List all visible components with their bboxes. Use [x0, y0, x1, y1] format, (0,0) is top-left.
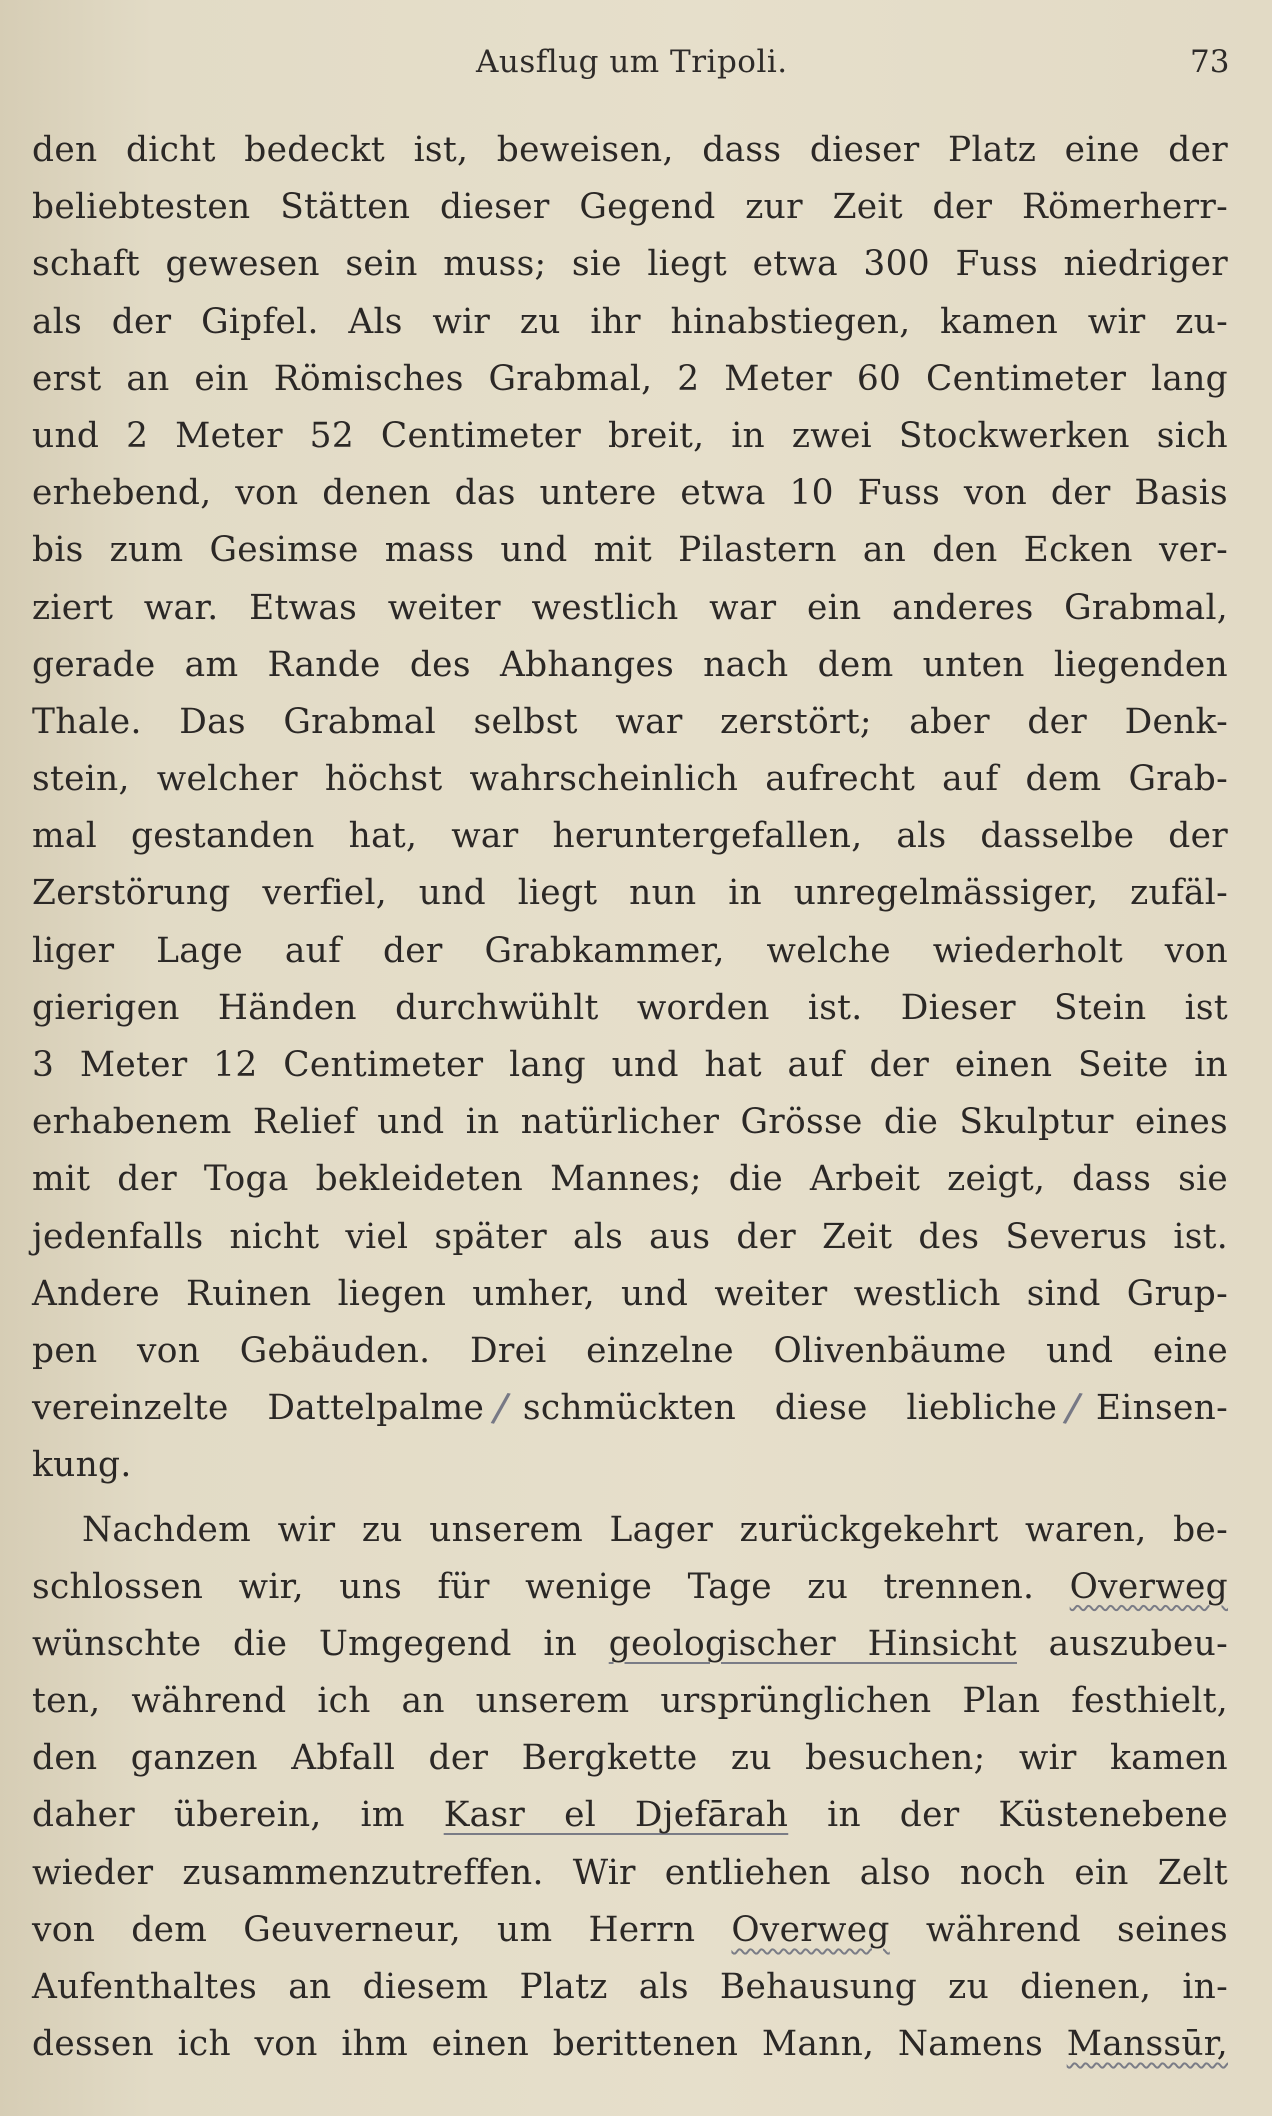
text-line: jedenfalls nicht viel später als aus der Zeit des Severus ist.	[32, 1216, 1228, 1257]
text-segment: auszubeu-	[1016, 1623, 1228, 1664]
underlined-place: Kasr el Djefārah	[443, 1795, 789, 1836]
text-line: den dicht bedeckt ist, beweisen, dass dieser Platz eine der	[32, 130, 1228, 170]
body-text	[32, 122, 1228, 2073]
text-line: kung.	[32, 1445, 132, 1486]
text-line: pen von Gebäuden. Drei einzelne Olivenbäume und eine	[32, 1330, 1228, 1371]
text-line: erst an ein Römisches Grabmal, 2 Meter 60 Centimeter lang	[32, 358, 1228, 399]
page-number: 73	[1190, 44, 1230, 80]
text-segment: schmückten diese liebliche	[522, 1388, 1058, 1429]
text-segment: in der Küstenebene	[788, 1795, 1228, 1836]
underlined-name: Overweg	[731, 1909, 890, 1950]
text-line: gerade am Rande des Abhanges nach dem unten liegenden	[32, 644, 1228, 685]
text-line: Aufenthaltes an diesem Platz als Behausung zu dienen, in-	[32, 1967, 1228, 2007]
text-line: beliebtesten Stätten dieser Gegend zur Zeit der Römerherr-	[32, 187, 1228, 228]
text-line: ziert war. Etwas weiter westlich war ein anderes Grabmal,	[32, 587, 1228, 628]
text-line: bis zum Gesimse mass und mit Pilastern an den Ecken ver-	[32, 530, 1228, 571]
text-line: den ganzen Abfall der Bergkette zu besuchen; wir kamen	[32, 1738, 1228, 1779]
text-line: ten, während ich an unserem ursprünglichen Plan festhielt,	[32, 1681, 1228, 1722]
text-segment: während seines	[889, 1909, 1229, 1950]
text-line	[32, 1787, 1228, 1844]
underlined-phrase: geologischer Hinsicht	[608, 1623, 1017, 1664]
text-line: und 2 Meter 52 Centimeter breit, in zwei Stockwerken sich	[32, 415, 1228, 456]
text-line: wieder zusammenzutreffen. Wir entliehen also noch ein Zelt	[32, 1852, 1228, 1893]
text-line: Zerstörung verfiel, und liegt nun in unregelmässiger, zufäl-	[32, 873, 1228, 914]
text-line	[32, 1559, 1228, 1616]
text-segment: daher überein, im	[32, 1795, 444, 1836]
text-line: als der Gipfel. Als wir zu ihr hinabstiegen, kamen wir zu-	[32, 301, 1228, 342]
paragraph-1	[32, 122, 1228, 1495]
page-header	[0, 38, 1272, 88]
text-line: mal gestanden hat, war heruntergefallen, als dasselbe der	[32, 816, 1228, 857]
text-line	[32, 1380, 1228, 1437]
underlined-name: Overweg	[1069, 1566, 1228, 1607]
text-segment: vereinzelte Dattelpalme	[32, 1388, 485, 1429]
text-line: mit der Toga bekleideten Mannes; die Arbeit zeigt, dass sie	[32, 1159, 1228, 1200]
running-title: Ausflug um Tripoli.	[476, 44, 788, 80]
paragraph-2	[32, 1502, 1228, 2074]
insertion-mark-icon: /	[489, 1384, 513, 1432]
text-line: erhabenem Relief und in natürlicher Grösse die Skulptur eines	[32, 1102, 1228, 1143]
insertion-mark-icon: /	[1061, 1384, 1085, 1432]
text-line: erhebend, von denen das untere etwa 10 Fuss von der Basis	[32, 473, 1228, 514]
text-segment: schlossen wir, uns für wenige Tage zu trennen.	[32, 1566, 1035, 1607]
text-line: Andere Ruinen liegen umher, und weiter westlich sind Grup-	[32, 1273, 1228, 1314]
text-line	[32, 1616, 1228, 1673]
text-line: 3 Meter 12 Centimeter lang und hat auf der einen Seite in	[32, 1045, 1228, 1085]
text-segment: von dem Geuverneur, um Herrn	[32, 1909, 732, 1950]
text-line: Thale. Das Grabmal selbst war zerstört; aber der Denk-	[32, 701, 1228, 742]
text-line: gierigen Händen durchwühlt worden ist. Dieser Stein ist	[32, 987, 1228, 1028]
text-segment: Einsen-	[1095, 1388, 1228, 1429]
text-segment: wünschte die Umgegend in	[32, 1623, 609, 1664]
text-line	[32, 2016, 1228, 2073]
text-segment: dessen ich von ihm einen berittenen Mann, Namens	[32, 2024, 1067, 2065]
text-line: stein, welcher höchst wahrscheinlich aufrecht auf dem Grab-	[32, 759, 1228, 800]
underlined-name: Manssūr,	[1066, 2024, 1228, 2065]
text-line: liger Lage auf der Grabkammer, welche wiederholt von	[32, 930, 1228, 971]
text-line: Nachdem wir zu unserem Lager zurückgekehrt waren, be-	[82, 1509, 1228, 1550]
text-line	[32, 1902, 1228, 1959]
text-line: schaft gewesen sein muss; sie liegt etwa 300 Fuss niedriger	[32, 244, 1228, 285]
